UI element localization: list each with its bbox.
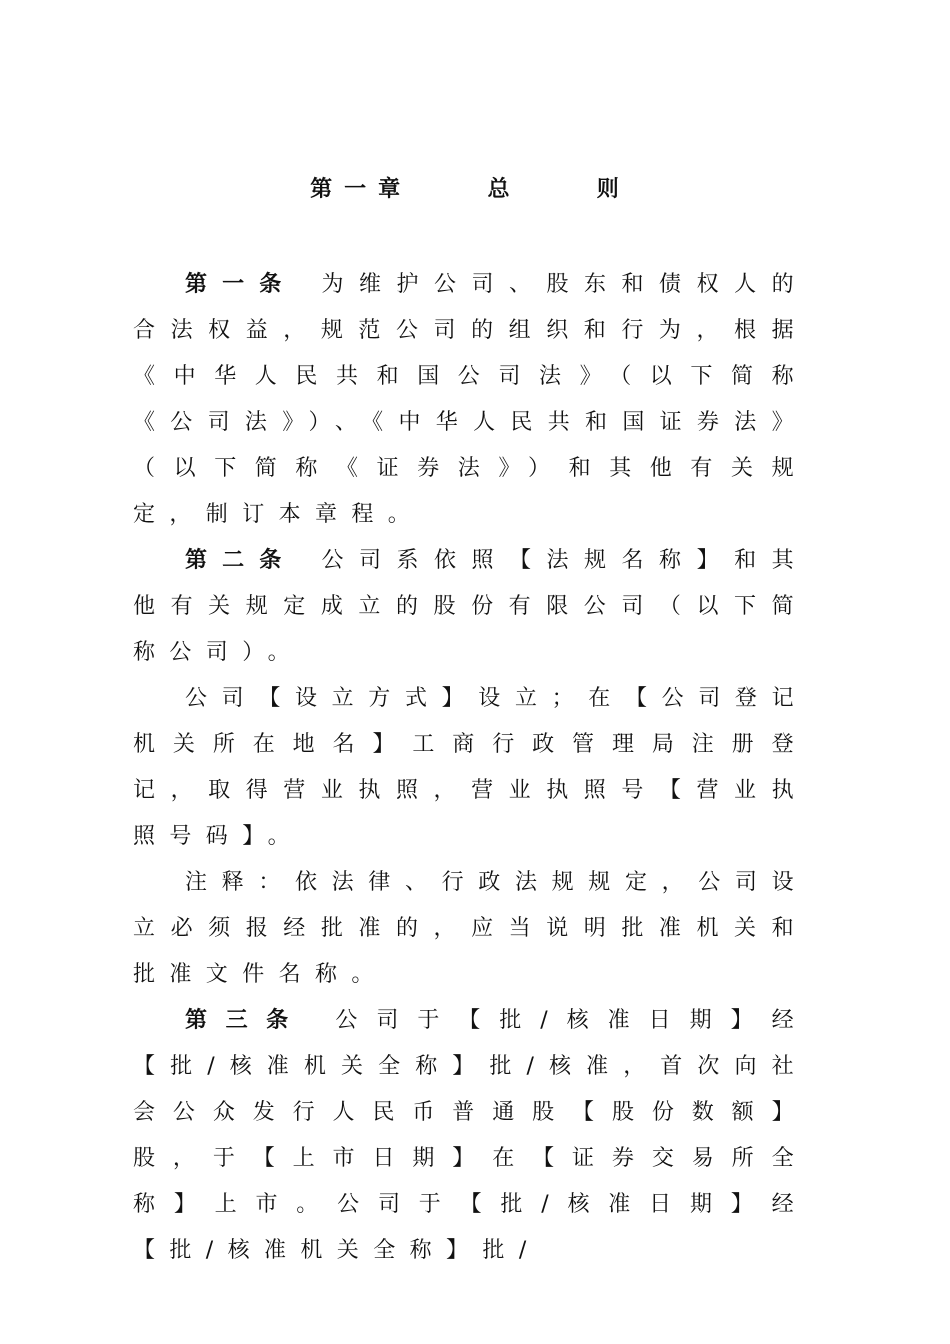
paragraph-text: 公司系依照【法规名称】和其他有关规定成立的股份有限公司（以下简称公司）。 [133, 548, 808, 665]
note-paragraph [133, 860, 808, 998]
article-number: 第一条 [185, 272, 297, 297]
chapter-title: 第一章 总 则 [310, 177, 631, 202]
article-number: 第三条 [185, 1008, 307, 1033]
article-2-paragraph [133, 538, 808, 676]
body-text [133, 262, 808, 1274]
article-number: 第二条 [185, 548, 297, 573]
paragraph-text: 公司于【批/核准日期】经【批/核准机关全称】批/核准，首次向社会公众发行人民币普通股【股份数额】股，于【上市日期】在【证券交易所全称】上市。公司于【批/核准日期】经【批/核准机关全称】批/ [133, 1008, 808, 1263]
paragraph-text: 注释：依法律、行政法规规定，公司设立必须报经批准的，应当说明批准机关和批准文件名称。 [133, 870, 808, 987]
article-2-continuation-paragraph [133, 676, 808, 860]
paragraph-text: 公司【设立方式】设立；在【公司登记机关所在地名】工商行政管理局注册登记，取得营业执照，营业执照号【营业执照号码】。 [133, 686, 808, 849]
paragraph-text: 为维护公司、股东和债权人的合法权益，规范公司的组织和行为，根据《中华人民共和国公司法》（以下简称《公司法》）、《中华人民共和国证券法》（以下简称《证券法》）和其他有关规定，制订本章程。 [133, 272, 808, 527]
article-1-paragraph [133, 262, 808, 538]
article-3-paragraph [133, 998, 808, 1274]
